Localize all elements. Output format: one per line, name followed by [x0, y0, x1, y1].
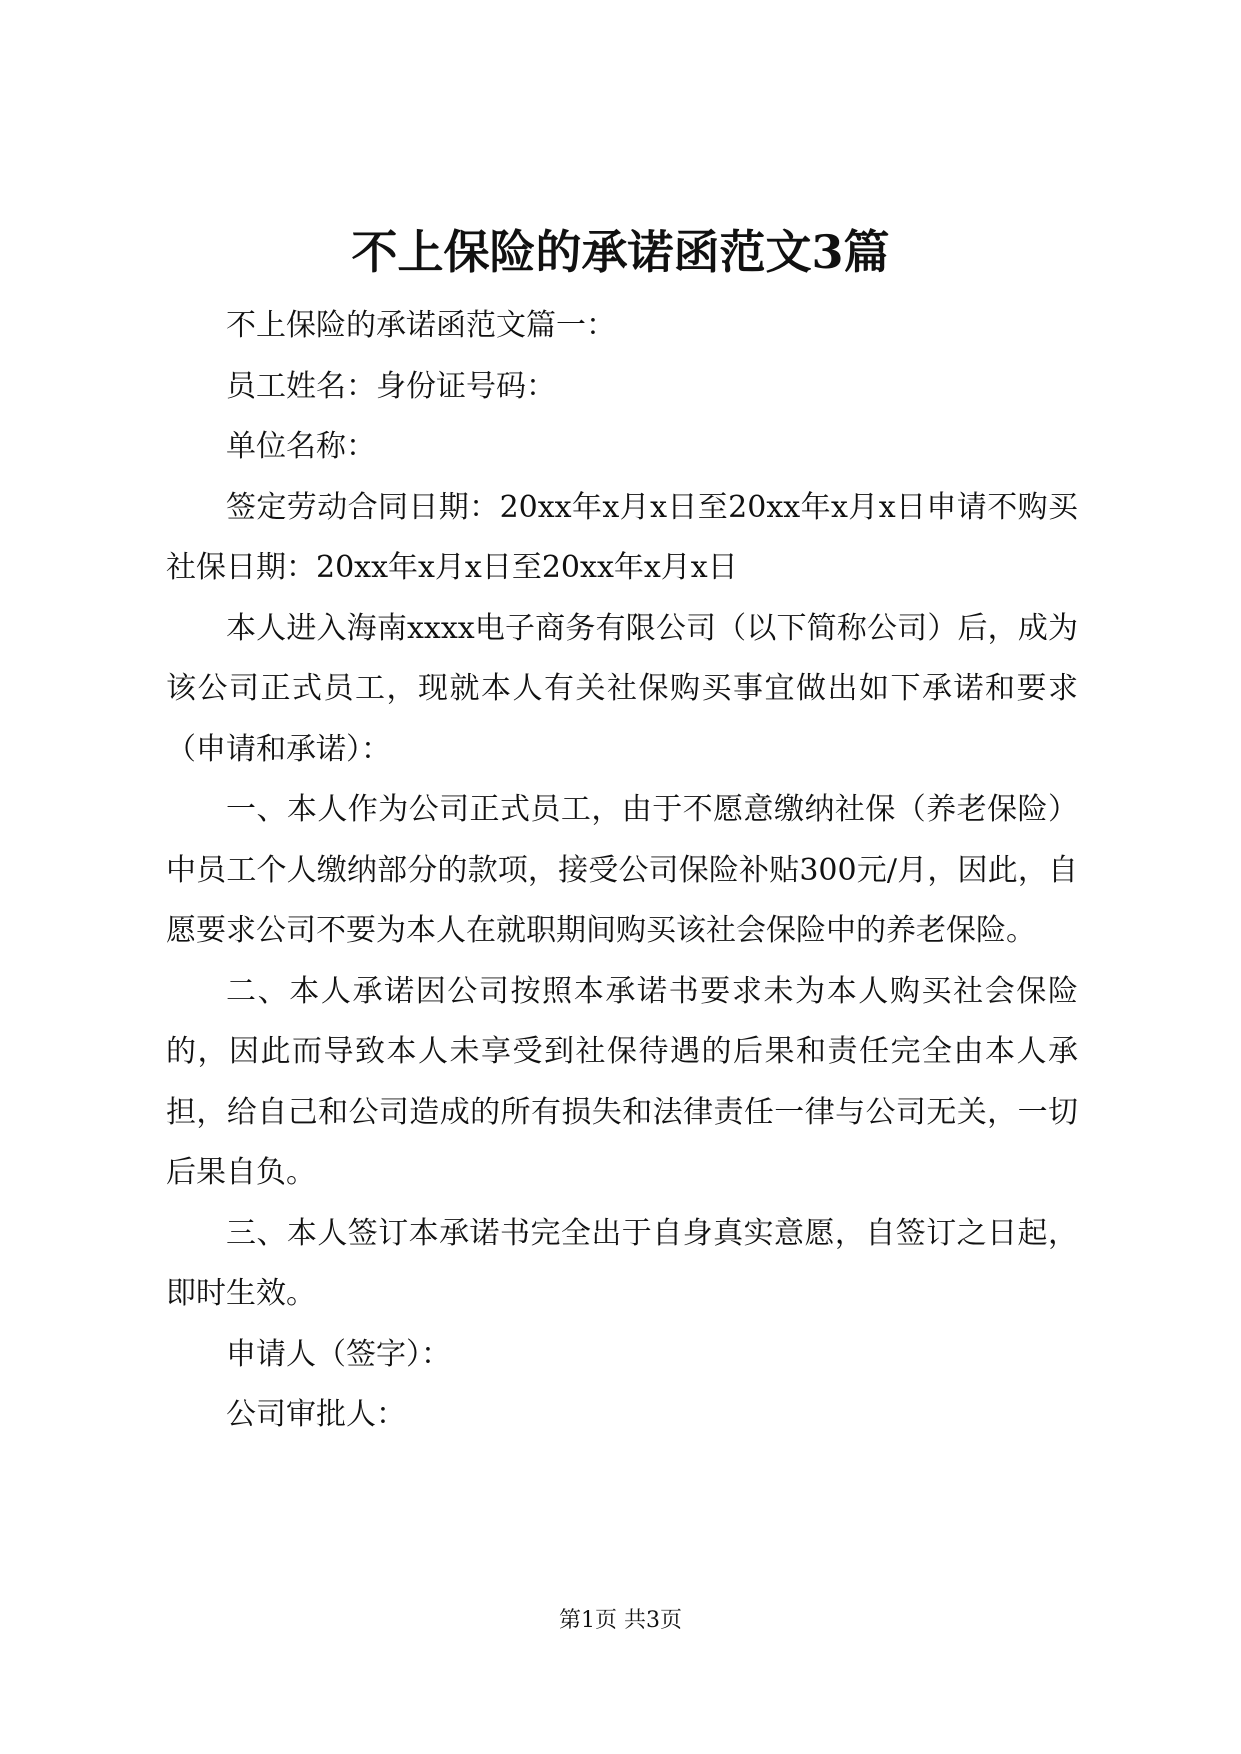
clause-one: 一、本人作为公司正式员工，由于不愿意缴纳社保（养老保险）中员工个人缴纳部分的款项，接受公司保险补贴300元/月，因此，自愿要求公司不要为本人在就职期间购买该社会保险中的养老保险。: [166, 792, 1078, 948]
document-body: [166, 296, 1078, 1446]
clause-two: 二、本人承诺因公司按照本承诺书要求未为本人购买社会保险的，因此而导致本人未享受到社保待遇的后果和责任完全由本人承担，给自己和公司造成的所有损失和法律责任一律与公司无关，一切后果自负。: [166, 973, 1078, 1190]
approver-line: 公司审批人：: [226, 1397, 406, 1432]
employee-name-line: 员工姓名：身份证号码：: [226, 368, 556, 404]
contract-date-paragraph: 签定劳动合同日期：20xx年x月x日至20xx年x月x日申请不购买社保日期：20xx年x月x日至20xx年x月x日: [166, 489, 1078, 585]
company-name-line: 单位名称：: [226, 429, 376, 464]
page-number: 第1页 共3页: [559, 1608, 682, 1633]
applicant-signature-line: 申请人（签字）：: [226, 1336, 451, 1372]
intro-paragraph: 本人进入海南xxxx电子商务有限公司（以下简称公司）后，成为该公司正式员工，现就本人有关社保购买事宜做出如下承诺和要求（申请和承诺）：: [166, 610, 1078, 767]
clause-three: 三、本人签订本承诺书完全出于自身真实意愿，自签订之日起，即时生效。: [166, 1215, 1078, 1311]
document-title: 不上保险的承诺函范文3篇: [351, 225, 890, 279]
section-heading: 不上保险的承诺函范文篇一：: [226, 308, 616, 343]
